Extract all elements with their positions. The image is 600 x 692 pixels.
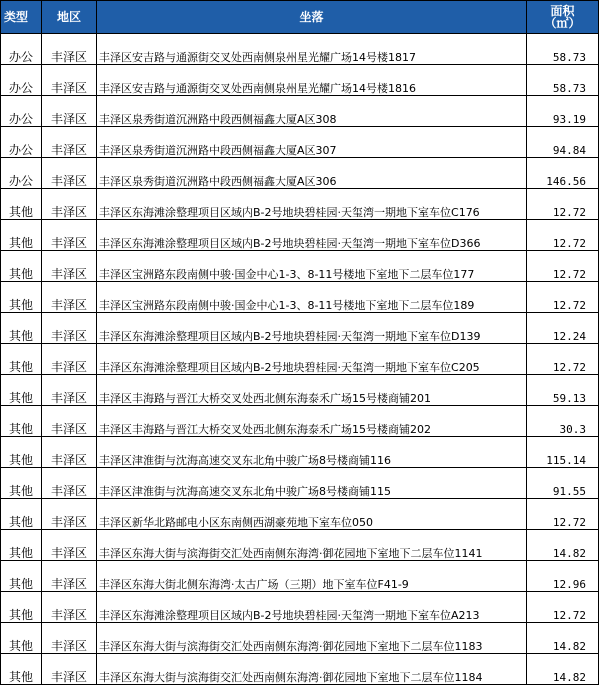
cell-location: 丰泽区丰海路与晋江大桥交叉处西北侧东海泰禾广场15号楼商铺202 — [97, 406, 527, 437]
cell-location: 丰泽区东海滩涂整理项目区域内B-2号地块碧桂园·天玺湾一期地下室车位C205 — [97, 344, 527, 375]
cell-type: 其他 — [1, 251, 42, 282]
cell-location: 丰泽区宝洲路东段南侧中骏·国金中心1-3、8-11号楼地下室地下二层车位177 — [97, 251, 527, 282]
cell-location: 丰泽区安吉路与通源街交叉处西南侧泉州星光耀广场14号楼1817 — [97, 34, 527, 65]
cell-location: 丰泽区宝洲路东段南侧中骏·国金中心1-3、8-11号楼地下室地下二层车位189 — [97, 282, 527, 313]
cell-area: 12.24 — [527, 313, 599, 344]
cell-type: 其他 — [1, 437, 42, 468]
cell-district: 丰泽区 — [42, 96, 97, 127]
table-row — [1, 375, 599, 406]
cell-area: 12.72 — [527, 282, 599, 313]
cell-location: 丰泽区东海大街北侧东海湾·太古广场（三期）地下室车位F41-9 — [97, 561, 527, 592]
cell-district: 丰泽区 — [42, 561, 97, 592]
table-row — [1, 406, 599, 437]
cell-location: 丰泽区泉秀街道沉洲路中段西侧福鑫大厦A区307 — [97, 127, 527, 158]
cell-location: 丰泽区东海大街与滨海街交汇处西南侧东海湾·御花园地下室地下二层车位1183 — [97, 623, 527, 654]
cell-district: 丰泽区 — [42, 530, 97, 561]
cell-area: 12.72 — [527, 220, 599, 251]
table-row — [1, 654, 599, 685]
cell-district: 丰泽区 — [42, 499, 97, 530]
cell-location: 丰泽区津淮街与沈海高速交叉东北角中骏广场8号楼商铺116 — [97, 437, 527, 468]
cell-district: 丰泽区 — [42, 34, 97, 65]
cell-type: 其他 — [1, 282, 42, 313]
table-row — [1, 344, 599, 375]
cell-type: 其他 — [1, 623, 42, 654]
cell-location: 丰泽区东海滩涂整理项目区域内B-2号地块碧桂园·天玺湾一期地下室车位C176 — [97, 189, 527, 220]
cell-type: 其他 — [1, 189, 42, 220]
table-row — [1, 220, 599, 251]
cell-type: 其他 — [1, 220, 42, 251]
cell-area: 12.96 — [527, 561, 599, 592]
cell-area: 14.82 — [527, 654, 599, 685]
table-row — [1, 623, 599, 654]
header-area — [527, 1, 599, 34]
cell-location: 丰泽区东海滩涂整理项目区域内B-2号地块碧桂园·天玺湾一期地下室车位A213 — [97, 592, 527, 623]
cell-area: 94.84 — [527, 127, 599, 158]
cell-area: 12.72 — [527, 344, 599, 375]
cell-type: 其他 — [1, 313, 42, 344]
table-row — [1, 530, 599, 561]
header-district: 地区 — [42, 1, 97, 34]
cell-location: 丰泽区东海滩涂整理项目区域内B-2号地块碧桂园·天玺湾一期地下室车位D366 — [97, 220, 527, 251]
cell-area: 115.14 — [527, 437, 599, 468]
cell-district: 丰泽区 — [42, 189, 97, 220]
cell-district: 丰泽区 — [42, 623, 97, 654]
cell-type: 办公 — [1, 65, 42, 96]
cell-type: 其他 — [1, 344, 42, 375]
header-type: 类型 — [1, 1, 42, 34]
cell-area: 14.82 — [527, 530, 599, 561]
table-row — [1, 313, 599, 344]
table-row — [1, 189, 599, 220]
cell-type: 办公 — [1, 158, 42, 189]
cell-area: 93.19 — [527, 96, 599, 127]
cell-area: 58.73 — [527, 34, 599, 65]
cell-type: 其他 — [1, 530, 42, 561]
table-row — [1, 127, 599, 158]
cell-area: 30.3 — [527, 406, 599, 437]
table-row — [1, 499, 599, 530]
table-row — [1, 561, 599, 592]
cell-area: 14.82 — [527, 623, 599, 654]
cell-area: 12.72 — [527, 499, 599, 530]
cell-location: 丰泽区东海滩涂整理项目区域内B-2号地块碧桂园·天玺湾一期地下室车位D139 — [97, 313, 527, 344]
cell-district: 丰泽区 — [42, 313, 97, 344]
table-row — [1, 96, 599, 127]
cell-district: 丰泽区 — [42, 375, 97, 406]
cell-area: 58.73 — [527, 65, 599, 96]
cell-area: 59.13 — [527, 375, 599, 406]
cell-district: 丰泽区 — [42, 654, 97, 685]
cell-area: 12.72 — [527, 251, 599, 282]
cell-location: 丰泽区泉秀街道沉洲路中段西侧福鑫大厦A区308 — [97, 96, 527, 127]
cell-district: 丰泽区 — [42, 344, 97, 375]
cell-location: 丰泽区东海大街与滨海街交汇处西南侧东海湾·御花园地下室地下二层车位1141 — [97, 530, 527, 561]
cell-location: 丰泽区安吉路与通源街交叉处西南侧泉州星光耀广场14号楼1816 — [97, 65, 527, 96]
header-area-unit: （㎡） — [544, 16, 581, 30]
table-row — [1, 592, 599, 623]
cell-type: 其他 — [1, 406, 42, 437]
table-row — [1, 282, 599, 313]
cell-area: 12.72 — [527, 189, 599, 220]
cell-type: 其他 — [1, 561, 42, 592]
table-row — [1, 158, 599, 189]
table-row — [1, 437, 599, 468]
cell-type: 其他 — [1, 499, 42, 530]
cell-district: 丰泽区 — [42, 406, 97, 437]
cell-district: 丰泽区 — [42, 158, 97, 189]
cell-area: 91.55 — [527, 468, 599, 499]
table-row — [1, 468, 599, 499]
cell-location: 丰泽区泉秀街道沉洲路中段西侧福鑫大厦A区306 — [97, 158, 527, 189]
cell-location: 丰泽区新华北路邮电小区东南侧西湖豪苑地下室车位050 — [97, 499, 527, 530]
table-row — [1, 34, 599, 65]
cell-district: 丰泽区 — [42, 468, 97, 499]
cell-type: 办公 — [1, 127, 42, 158]
cell-area: 146.56 — [527, 158, 599, 189]
cell-location: 丰泽区丰海路与晋江大桥交叉处西北侧东海泰禾广场15号楼商铺201 — [97, 375, 527, 406]
cell-type: 其他 — [1, 654, 42, 685]
cell-district: 丰泽区 — [42, 592, 97, 623]
cell-type: 其他 — [1, 375, 42, 406]
cell-district: 丰泽区 — [42, 251, 97, 282]
cell-district: 丰泽区 — [42, 65, 97, 96]
cell-type: 办公 — [1, 96, 42, 127]
cell-district: 丰泽区 — [42, 127, 97, 158]
header-area-label: 面积 — [550, 4, 575, 18]
cell-type: 其他 — [1, 592, 42, 623]
table-row — [1, 251, 599, 282]
table-header-row — [1, 1, 599, 34]
header-location: 坐落 — [97, 1, 527, 34]
cell-location: 丰泽区东海大街与滨海街交汇处西南侧东海湾·御花园地下室地下二层车位1184 — [97, 654, 527, 685]
cell-type: 办公 — [1, 34, 42, 65]
cell-area: 12.72 — [527, 592, 599, 623]
cell-type: 其他 — [1, 468, 42, 499]
cell-district: 丰泽区 — [42, 220, 97, 251]
cell-district: 丰泽区 — [42, 437, 97, 468]
table-row — [1, 65, 599, 96]
cell-district: 丰泽区 — [42, 282, 97, 313]
cell-location: 丰泽区津淮街与沈海高速交叉东北角中骏广场8号楼商铺115 — [97, 468, 527, 499]
